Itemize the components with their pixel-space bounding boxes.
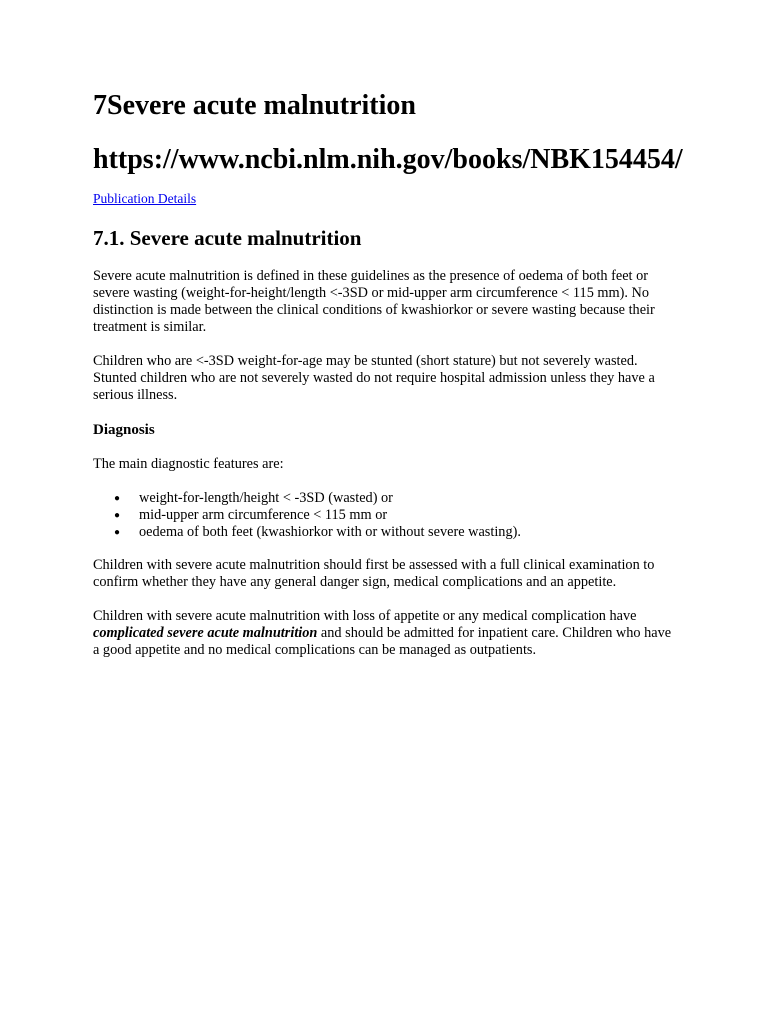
- list-item-text: oedema of both feet (kwashiorkor with or without severe wasting).: [139, 524, 521, 540]
- diagnosis-heading: Diagnosis: [93, 422, 155, 438]
- publication-details-link[interactable]: Publication Details: [93, 191, 197, 206]
- list-item-text: mid-upper arm circumference < 115 mm or: [139, 507, 388, 523]
- diagnostic-features-list: [93, 490, 676, 541]
- definition-paragraph: Severe acute malnutrition is defined in these guidelines as the presence of oedema of both feet or severe wasting (weight-for-height/length <-3SD or mid-upper arm circumference < 115 mm). No distinction is made between the clinical conditions of kwashiorkor or severe wasting because their treatment is similar.: [93, 268, 655, 335]
- complicated-sam-emphasis: complicated severe acute malnutrition: [93, 625, 318, 641]
- stunting-paragraph: Children who are <-3SD weight-for-age may be stunted (short stature) but not severely wasted. Stunted children who are not severely wasted do not require hospital admission unless they have a serious illness.: [93, 353, 655, 403]
- admission-text-before: Children with severe acute malnutrition with loss of appetite or any medical complication have: [93, 608, 637, 624]
- section-heading: 7.1. Severe acute malnutrition: [93, 226, 362, 250]
- admission-text-after: and should be admitted for inpatient care. Children who have a good appetite and no medical complications can be managed as outpatients.: [93, 625, 672, 658]
- list-item: [114, 490, 676, 507]
- bullet-icon: ●: [114, 527, 121, 538]
- list-item: [114, 507, 676, 524]
- bullet-icon: ●: [114, 510, 121, 521]
- document-title: 7Severe acute malnutrition: [93, 90, 416, 121]
- diagnostic-intro: The main diagnostic features are:: [93, 456, 284, 472]
- bullet-icon: ●: [114, 493, 121, 504]
- source-url-heading: https://www.ncbi.nlm.nih.gov/books/NBK154454/: [93, 144, 683, 175]
- list-item-text: weight-for-length/height < -3SD (wasted) or: [139, 490, 393, 506]
- admission-paragraph: [93, 608, 676, 659]
- list-item: [114, 524, 676, 541]
- assessment-paragraph: Children with severe acute malnutrition should first be assessed with a full clinical examination to confirm whether they have any general danger sign, medical complications and an appetite.: [93, 557, 655, 590]
